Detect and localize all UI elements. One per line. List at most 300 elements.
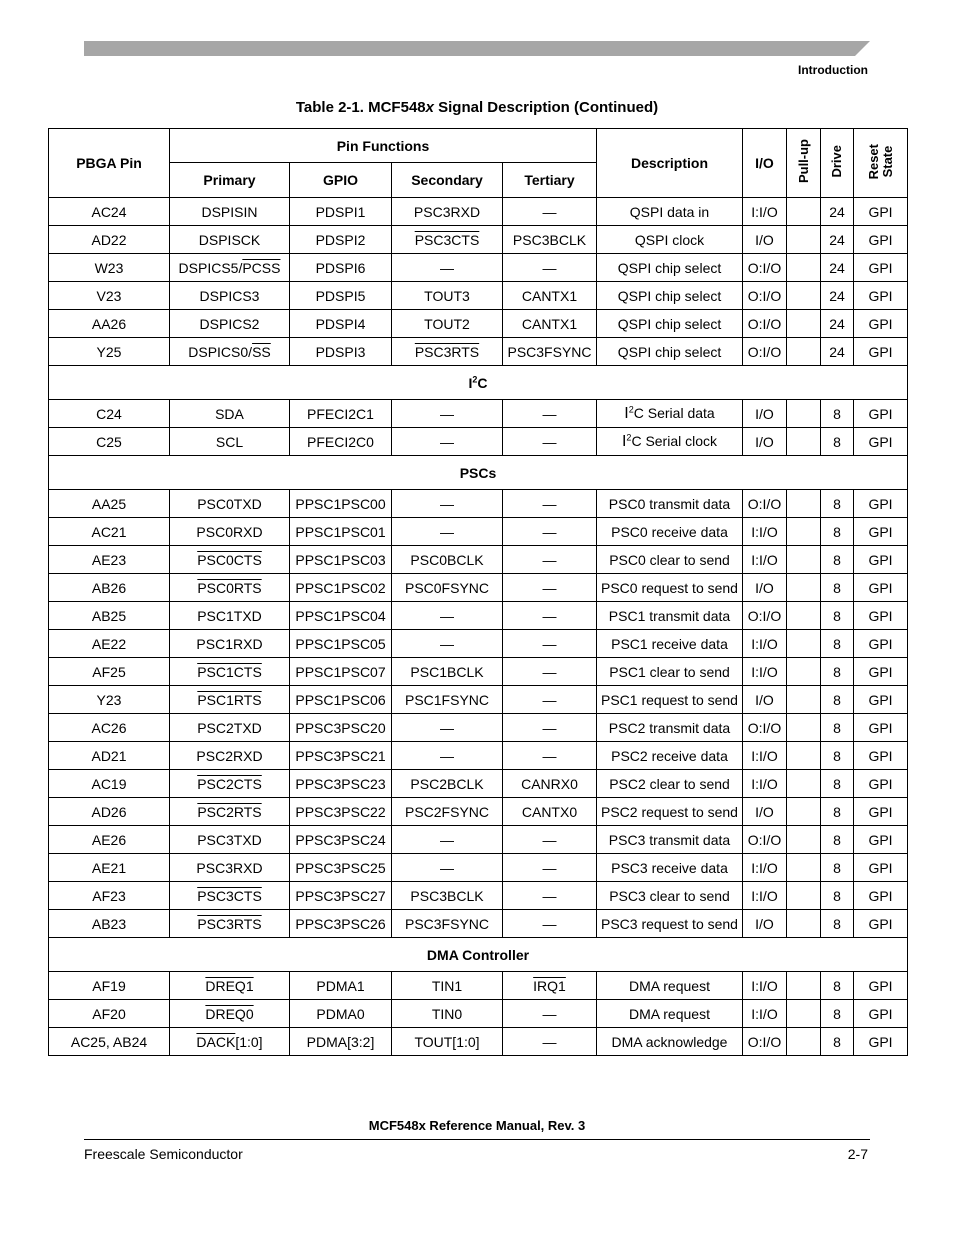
- cell-description: DMA request: [597, 1000, 743, 1028]
- cell-pbga-pin: AE26: [49, 826, 170, 854]
- table-row: [49, 490, 908, 518]
- cell-tertiary: —: [503, 882, 597, 910]
- cell-reset-state: GPI: [854, 310, 908, 338]
- cell-pull-up: [787, 400, 821, 428]
- table-row: [49, 630, 908, 658]
- cell-reset-state: GPI: [854, 854, 908, 882]
- cell-primary: DSPICS5/PCSS: [170, 254, 290, 282]
- footer-divider: [84, 1139, 870, 1140]
- cell-pull-up: [787, 770, 821, 798]
- cell-primary: DREQ1: [170, 972, 290, 1000]
- cell-pull-up: [787, 972, 821, 1000]
- cell-description: PSC0 request to send: [597, 574, 743, 602]
- cell-primary: PSC1TXD: [170, 602, 290, 630]
- cell-primary: $DSPICS0/\overline{SS}$: [170, 338, 290, 366]
- cell-pull-up: [787, 910, 821, 938]
- cell-reset-state: GPI: [854, 490, 908, 518]
- cell-pbga-pin: AF19: [49, 972, 170, 1000]
- cell-tertiary: CANRX0: [503, 770, 597, 798]
- cell-tertiary: IRQ1: [503, 972, 597, 1000]
- table-row: [49, 826, 908, 854]
- cell-description: QSPI clock: [597, 226, 743, 254]
- cell-secondary: TIN0: [392, 1000, 503, 1028]
- cell-secondary: PSC3RTS: [392, 338, 503, 366]
- cell-io: I/O: [743, 686, 787, 714]
- cell-description: $I^2C$ Serial clock: [597, 428, 743, 456]
- cell-io: O:I/O: [743, 1028, 787, 1056]
- cell-gpio: PDMA0: [290, 1000, 392, 1028]
- table-row: [49, 658, 908, 686]
- cell-description: QSPI chip select: [597, 254, 743, 282]
- cell-reset-state: GPI: [854, 910, 908, 938]
- cell-secondary: PSC3RXD: [392, 198, 503, 226]
- cell-reset-state: GPI: [854, 630, 908, 658]
- cell-reset-state: GPI: [854, 428, 908, 456]
- cell-description: PSC1 clear to send: [597, 658, 743, 686]
- cell-secondary: —: [392, 714, 503, 742]
- cell-secondary: TOUT[1:0]: [392, 1028, 503, 1056]
- table-row: [49, 428, 908, 456]
- cell-description: PSC3 request to send: [597, 910, 743, 938]
- cell-drive: 8: [821, 400, 854, 428]
- cell-pbga-pin: AF23: [49, 882, 170, 910]
- cell-pbga-pin: Y25: [49, 338, 170, 366]
- cell-secondary: —: [392, 742, 503, 770]
- cell-primary: PSC1RXD: [170, 630, 290, 658]
- cell-pbga-pin: AE22: [49, 630, 170, 658]
- cell-drive: 8: [821, 972, 854, 1000]
- cell-pbga-pin: AC19: [49, 770, 170, 798]
- table-row: [49, 282, 908, 310]
- cell-reset-state: GPI: [854, 518, 908, 546]
- cell-tertiary: —: [503, 854, 597, 882]
- header-gpio: GPIO: [290, 163, 392, 198]
- cell-primary: PSC2RTS: [170, 798, 290, 826]
- cell-io: I:I/O: [743, 882, 787, 910]
- cell-gpio: PPSC1PSC06: [290, 686, 392, 714]
- cell-description: PSC0 transmit data: [597, 490, 743, 518]
- cell-pull-up: [787, 630, 821, 658]
- cell-pbga-pin: AD21: [49, 742, 170, 770]
- header-pbga-pin: PBGA Pin: [49, 129, 170, 198]
- cell-gpio: PPSC1PSC04: [290, 602, 392, 630]
- cell-gpio: PPSC3PSC24: [290, 826, 392, 854]
- cell-pull-up: [787, 798, 821, 826]
- cell-description: PSC3 clear to send: [597, 882, 743, 910]
- cell-pbga-pin: W23: [49, 254, 170, 282]
- cell-pbga-pin: AC26: [49, 714, 170, 742]
- cell-primary: PSC0CTS: [170, 546, 290, 574]
- cell-drive: 24: [821, 310, 854, 338]
- cell-tertiary: —: [503, 658, 597, 686]
- table-row: [49, 400, 908, 428]
- cell-pull-up: [787, 742, 821, 770]
- cell-pull-up: [787, 686, 821, 714]
- cell-io: I:I/O: [743, 1000, 787, 1028]
- cell-io: I:I/O: [743, 630, 787, 658]
- cell-secondary: TOUT2: [392, 310, 503, 338]
- cell-description: QSPI data in: [597, 198, 743, 226]
- cell-pbga-pin: C24: [49, 400, 170, 428]
- cell-pull-up: [787, 428, 821, 456]
- header-tertiary: Tertiary: [503, 163, 597, 198]
- cell-secondary: —: [392, 428, 503, 456]
- cell-io: O:I/O: [743, 490, 787, 518]
- cell-drive: 8: [821, 428, 854, 456]
- table-row: [49, 518, 908, 546]
- cell-tertiary: CANTX0: [503, 798, 597, 826]
- cell-primary: PSC1RTS: [170, 686, 290, 714]
- cell-description: PSC2 receive data: [597, 742, 743, 770]
- cell-tertiary: —: [503, 198, 597, 226]
- page-number: 2-7: [847, 1146, 868, 1162]
- cell-drive: 24: [821, 338, 854, 366]
- cell-drive: 8: [821, 854, 854, 882]
- cell-reset-state: GPI: [854, 602, 908, 630]
- cell-pull-up: [787, 1028, 821, 1056]
- cell-tertiary: —: [503, 1000, 597, 1028]
- cell-pull-up: [787, 574, 821, 602]
- cell-pbga-pin: AA25: [49, 490, 170, 518]
- cell-gpio: PDSPI3: [290, 338, 392, 366]
- cell-description: PSC1 transmit data: [597, 602, 743, 630]
- cell-secondary: —: [392, 826, 503, 854]
- cell-pull-up: [787, 310, 821, 338]
- section-heading: Introduction: [798, 63, 868, 77]
- cell-pbga-pin: AE21: [49, 854, 170, 882]
- cell-io: I:I/O: [743, 518, 787, 546]
- cell-pull-up: [787, 254, 821, 282]
- cell-pbga-pin: AC24: [49, 198, 170, 226]
- cell-secondary: —: [392, 602, 503, 630]
- cell-primary: PSC1CTS: [170, 658, 290, 686]
- section-title: $I^2C$: [49, 366, 908, 400]
- cell-pbga-pin: AF20: [49, 1000, 170, 1028]
- cell-drive: 8: [821, 1028, 854, 1056]
- cell-io: I/O: [743, 428, 787, 456]
- cell-gpio: PDSPI2: [290, 226, 392, 254]
- cell-gpio: PDMA1: [290, 972, 392, 1000]
- signal-table: [48, 128, 908, 1056]
- table-row: [49, 742, 908, 770]
- cell-description: PSC0 receive data: [597, 518, 743, 546]
- cell-tertiary: PSC3BCLK: [503, 226, 597, 254]
- cell-description: QSPI chip select: [597, 282, 743, 310]
- table-row: [49, 854, 908, 882]
- cell-drive: 8: [821, 714, 854, 742]
- cell-description: PSC2 request to send: [597, 798, 743, 826]
- cell-pbga-pin: AE23: [49, 546, 170, 574]
- header-drive: Drive: [821, 129, 854, 198]
- cell-secondary: PSC2BCLK: [392, 770, 503, 798]
- cell-io: I/O: [743, 574, 787, 602]
- cell-secondary: PSC3CTS: [392, 226, 503, 254]
- cell-tertiary: —: [503, 630, 597, 658]
- cell-description: PSC1 request to send: [597, 686, 743, 714]
- cell-pbga-pin: V23: [49, 282, 170, 310]
- cell-tertiary: —: [503, 400, 597, 428]
- cell-secondary: PSC3BCLK: [392, 882, 503, 910]
- cell-primary: DSPISIN: [170, 198, 290, 226]
- cell-gpio: PDSPI6: [290, 254, 392, 282]
- cell-primary: PSC0RTS: [170, 574, 290, 602]
- cell-drive: 8: [821, 798, 854, 826]
- cell-tertiary: —: [503, 714, 597, 742]
- cell-primary: DREQ0: [170, 1000, 290, 1028]
- cell-pbga-pin: AB23: [49, 910, 170, 938]
- cell-pull-up: [787, 714, 821, 742]
- table-row: [49, 574, 908, 602]
- table-row: [49, 882, 908, 910]
- cell-reset-state: GPI: [854, 658, 908, 686]
- section-title: PSCs: [49, 456, 908, 490]
- cell-reset-state: GPI: [854, 254, 908, 282]
- cell-primary: PSC2CTS: [170, 770, 290, 798]
- cell-pbga-pin: AB26: [49, 574, 170, 602]
- cell-tertiary: CANTX1: [503, 310, 597, 338]
- cell-pbga-pin: Y23: [49, 686, 170, 714]
- section-row: [49, 366, 908, 400]
- table-row: [49, 910, 908, 938]
- cell-reset-state: GPI: [854, 714, 908, 742]
- cell-gpio: PDSPI4: [290, 310, 392, 338]
- cell-io: I:I/O: [743, 770, 787, 798]
- cell-drive: 8: [821, 770, 854, 798]
- cell-description: PSC2 transmit data: [597, 714, 743, 742]
- table-row: [49, 602, 908, 630]
- header-pin-functions: Pin Functions: [170, 129, 597, 163]
- cell-tertiary: PSC3FSYNC: [503, 338, 597, 366]
- cell-drive: 8: [821, 490, 854, 518]
- cell-gpio: PPSC1PSC03: [290, 546, 392, 574]
- cell-tertiary: —: [503, 254, 597, 282]
- cell-drive: 8: [821, 518, 854, 546]
- cell-secondary: PSC0FSYNC: [392, 574, 503, 602]
- cell-reset-state: GPI: [854, 1028, 908, 1056]
- cell-tertiary: —: [503, 428, 597, 456]
- cell-pbga-pin: AD26: [49, 798, 170, 826]
- cell-io: O:I/O: [743, 310, 787, 338]
- cell-primary: SDA: [170, 400, 290, 428]
- cell-pull-up: [787, 546, 821, 574]
- table-row: [49, 310, 908, 338]
- cell-gpio: PPSC3PSC27: [290, 882, 392, 910]
- cell-reset-state: GPI: [854, 198, 908, 226]
- cell-description: PSC1 receive data: [597, 630, 743, 658]
- cell-gpio: PDSPI1: [290, 198, 392, 226]
- table-row: [49, 546, 908, 574]
- cell-pull-up: [787, 658, 821, 686]
- header-pull-up: Pull-up: [787, 129, 821, 198]
- cell-tertiary: —: [503, 490, 597, 518]
- table-row: [49, 972, 908, 1000]
- cell-io: I:I/O: [743, 198, 787, 226]
- cell-pbga-pin: AF25: [49, 658, 170, 686]
- table-row: [49, 1028, 908, 1056]
- cell-pull-up: [787, 602, 821, 630]
- table-row: [49, 226, 908, 254]
- cell-drive: 8: [821, 742, 854, 770]
- table-row: [49, 338, 908, 366]
- manual-title: MCF548x Reference Manual, Rev. 3: [368, 1118, 586, 1133]
- cell-tertiary: CANTX1: [503, 282, 597, 310]
- cell-secondary: —: [392, 854, 503, 882]
- table-row: [49, 686, 908, 714]
- cell-pull-up: [787, 282, 821, 310]
- cell-pull-up: [787, 854, 821, 882]
- cell-io: I/O: [743, 400, 787, 428]
- cell-drive: 24: [821, 254, 854, 282]
- cell-description: QSPI chip select: [597, 338, 743, 366]
- cell-io: O:I/O: [743, 254, 787, 282]
- header-bar: [84, 41, 870, 56]
- cell-tertiary: —: [503, 826, 597, 854]
- cell-io: O:I/O: [743, 282, 787, 310]
- cell-description: DMA request: [597, 972, 743, 1000]
- cell-gpio: PPSC3PSC21: [290, 742, 392, 770]
- cell-pull-up: [787, 198, 821, 226]
- cell-tertiary: —: [503, 686, 597, 714]
- cell-secondary: TOUT3: [392, 282, 503, 310]
- cell-io: I/O: [743, 226, 787, 254]
- cell-primary: DSPICS2: [170, 310, 290, 338]
- cell-secondary: TIN1: [392, 972, 503, 1000]
- cell-gpio: PDSPI5: [290, 282, 392, 310]
- cell-drive: 8: [821, 826, 854, 854]
- cell-primary: PSC3RXD: [170, 854, 290, 882]
- header-reset-state: Reset State: [854, 129, 908, 198]
- cell-primary: PSC3TXD: [170, 826, 290, 854]
- cell-tertiary: —: [503, 602, 597, 630]
- cell-secondary: —: [392, 400, 503, 428]
- table-title: Table 2-1. MCF548x Signal Description (Continued): [295, 99, 659, 116]
- cell-secondary: —: [392, 518, 503, 546]
- header-description: Description: [597, 129, 743, 198]
- cell-pull-up: [787, 826, 821, 854]
- table-row: [49, 198, 908, 226]
- cell-drive: 8: [821, 602, 854, 630]
- cell-pull-up: [787, 882, 821, 910]
- cell-reset-state: GPI: [854, 282, 908, 310]
- cell-drive: 8: [821, 882, 854, 910]
- cell-reset-state: GPI: [854, 972, 908, 1000]
- header-io: I/O: [743, 129, 787, 198]
- cell-primary: PSC3RTS: [170, 910, 290, 938]
- table-row: [49, 1000, 908, 1028]
- cell-gpio: PPSC1PSC02: [290, 574, 392, 602]
- table-row: [49, 770, 908, 798]
- cell-primary: PSC2RXD: [170, 742, 290, 770]
- cell-primary: DSPICS3: [170, 282, 290, 310]
- cell-drive: 24: [821, 282, 854, 310]
- cell-primary: DACK[1:0]: [170, 1028, 290, 1056]
- cell-primary: PSC0RXD: [170, 518, 290, 546]
- cell-gpio: PPSC1PSC05: [290, 630, 392, 658]
- cell-drive: 8: [821, 1000, 854, 1028]
- cell-pbga-pin: AC25, AB24: [49, 1028, 170, 1056]
- cell-reset-state: GPI: [854, 400, 908, 428]
- cell-secondary: PSC0BCLK: [392, 546, 503, 574]
- cell-primary: DSPISCK: [170, 226, 290, 254]
- cell-reset-state: GPI: [854, 742, 908, 770]
- header-primary: Primary: [170, 163, 290, 198]
- cell-io: I/O: [743, 910, 787, 938]
- cell-gpio: PFECI2C0: [290, 428, 392, 456]
- cell-drive: 8: [821, 686, 854, 714]
- cell-primary: PSC2TXD: [170, 714, 290, 742]
- cell-gpio: PPSC3PSC23: [290, 770, 392, 798]
- cell-primary: SCL: [170, 428, 290, 456]
- cell-reset-state: GPI: [854, 1000, 908, 1028]
- cell-drive: 24: [821, 198, 854, 226]
- section-title: DMA Controller: [49, 938, 908, 972]
- cell-description: PSC2 clear to send: [597, 770, 743, 798]
- cell-reset-state: GPI: [854, 770, 908, 798]
- cell-drive: 8: [821, 658, 854, 686]
- cell-pull-up: [787, 518, 821, 546]
- cell-drive: 8: [821, 910, 854, 938]
- cell-description: QSPI chip select: [597, 310, 743, 338]
- cell-secondary: —: [392, 490, 503, 518]
- cell-secondary: —: [392, 254, 503, 282]
- cell-secondary: PSC2FSYNC: [392, 798, 503, 826]
- cell-tertiary: —: [503, 742, 597, 770]
- table-row: [49, 254, 908, 282]
- cell-secondary: —: [392, 630, 503, 658]
- cell-tertiary: —: [503, 518, 597, 546]
- cell-gpio: PPSC3PSC26: [290, 910, 392, 938]
- cell-io: I:I/O: [743, 658, 787, 686]
- cell-io: I:I/O: [743, 972, 787, 1000]
- table-row: [49, 798, 908, 826]
- table-row: [49, 714, 908, 742]
- cell-description: DMA acknowledge: [597, 1028, 743, 1056]
- cell-tertiary: —: [503, 574, 597, 602]
- cell-drive: 8: [821, 574, 854, 602]
- section-row: [49, 456, 908, 490]
- cell-primary: PSC3CTS: [170, 882, 290, 910]
- cell-secondary: PSC1BCLK: [392, 658, 503, 686]
- cell-reset-state: GPI: [854, 338, 908, 366]
- cell-reset-state: GPI: [854, 226, 908, 254]
- cell-description: PSC0 clear to send: [597, 546, 743, 574]
- cell-description: PSC3 transmit data: [597, 826, 743, 854]
- cell-pbga-pin: AD22: [49, 226, 170, 254]
- cell-tertiary: —: [503, 910, 597, 938]
- cell-reset-state: GPI: [854, 546, 908, 574]
- cell-description: PSC3 receive data: [597, 854, 743, 882]
- cell-io: I:I/O: [743, 742, 787, 770]
- cell-reset-state: GPI: [854, 686, 908, 714]
- header-secondary: Secondary: [392, 163, 503, 198]
- cell-pull-up: [787, 338, 821, 366]
- cell-secondary: PSC3FSYNC: [392, 910, 503, 938]
- cell-description: $I^2C$ Serial data: [597, 400, 743, 428]
- cell-gpio: PPSC3PSC25: [290, 854, 392, 882]
- cell-drive: 24: [821, 226, 854, 254]
- cell-tertiary: —: [503, 1028, 597, 1056]
- cell-io: O:I/O: [743, 602, 787, 630]
- cell-pbga-pin: AC21: [49, 518, 170, 546]
- cell-pull-up: [787, 490, 821, 518]
- cell-gpio: PPSC1PSC00: [290, 490, 392, 518]
- cell-pbga-pin: C25: [49, 428, 170, 456]
- cell-reset-state: GPI: [854, 826, 908, 854]
- cell-reset-state: GPI: [854, 574, 908, 602]
- cell-secondary: PSC1FSYNC: [392, 686, 503, 714]
- section-row: [49, 938, 908, 972]
- cell-io: O:I/O: [743, 714, 787, 742]
